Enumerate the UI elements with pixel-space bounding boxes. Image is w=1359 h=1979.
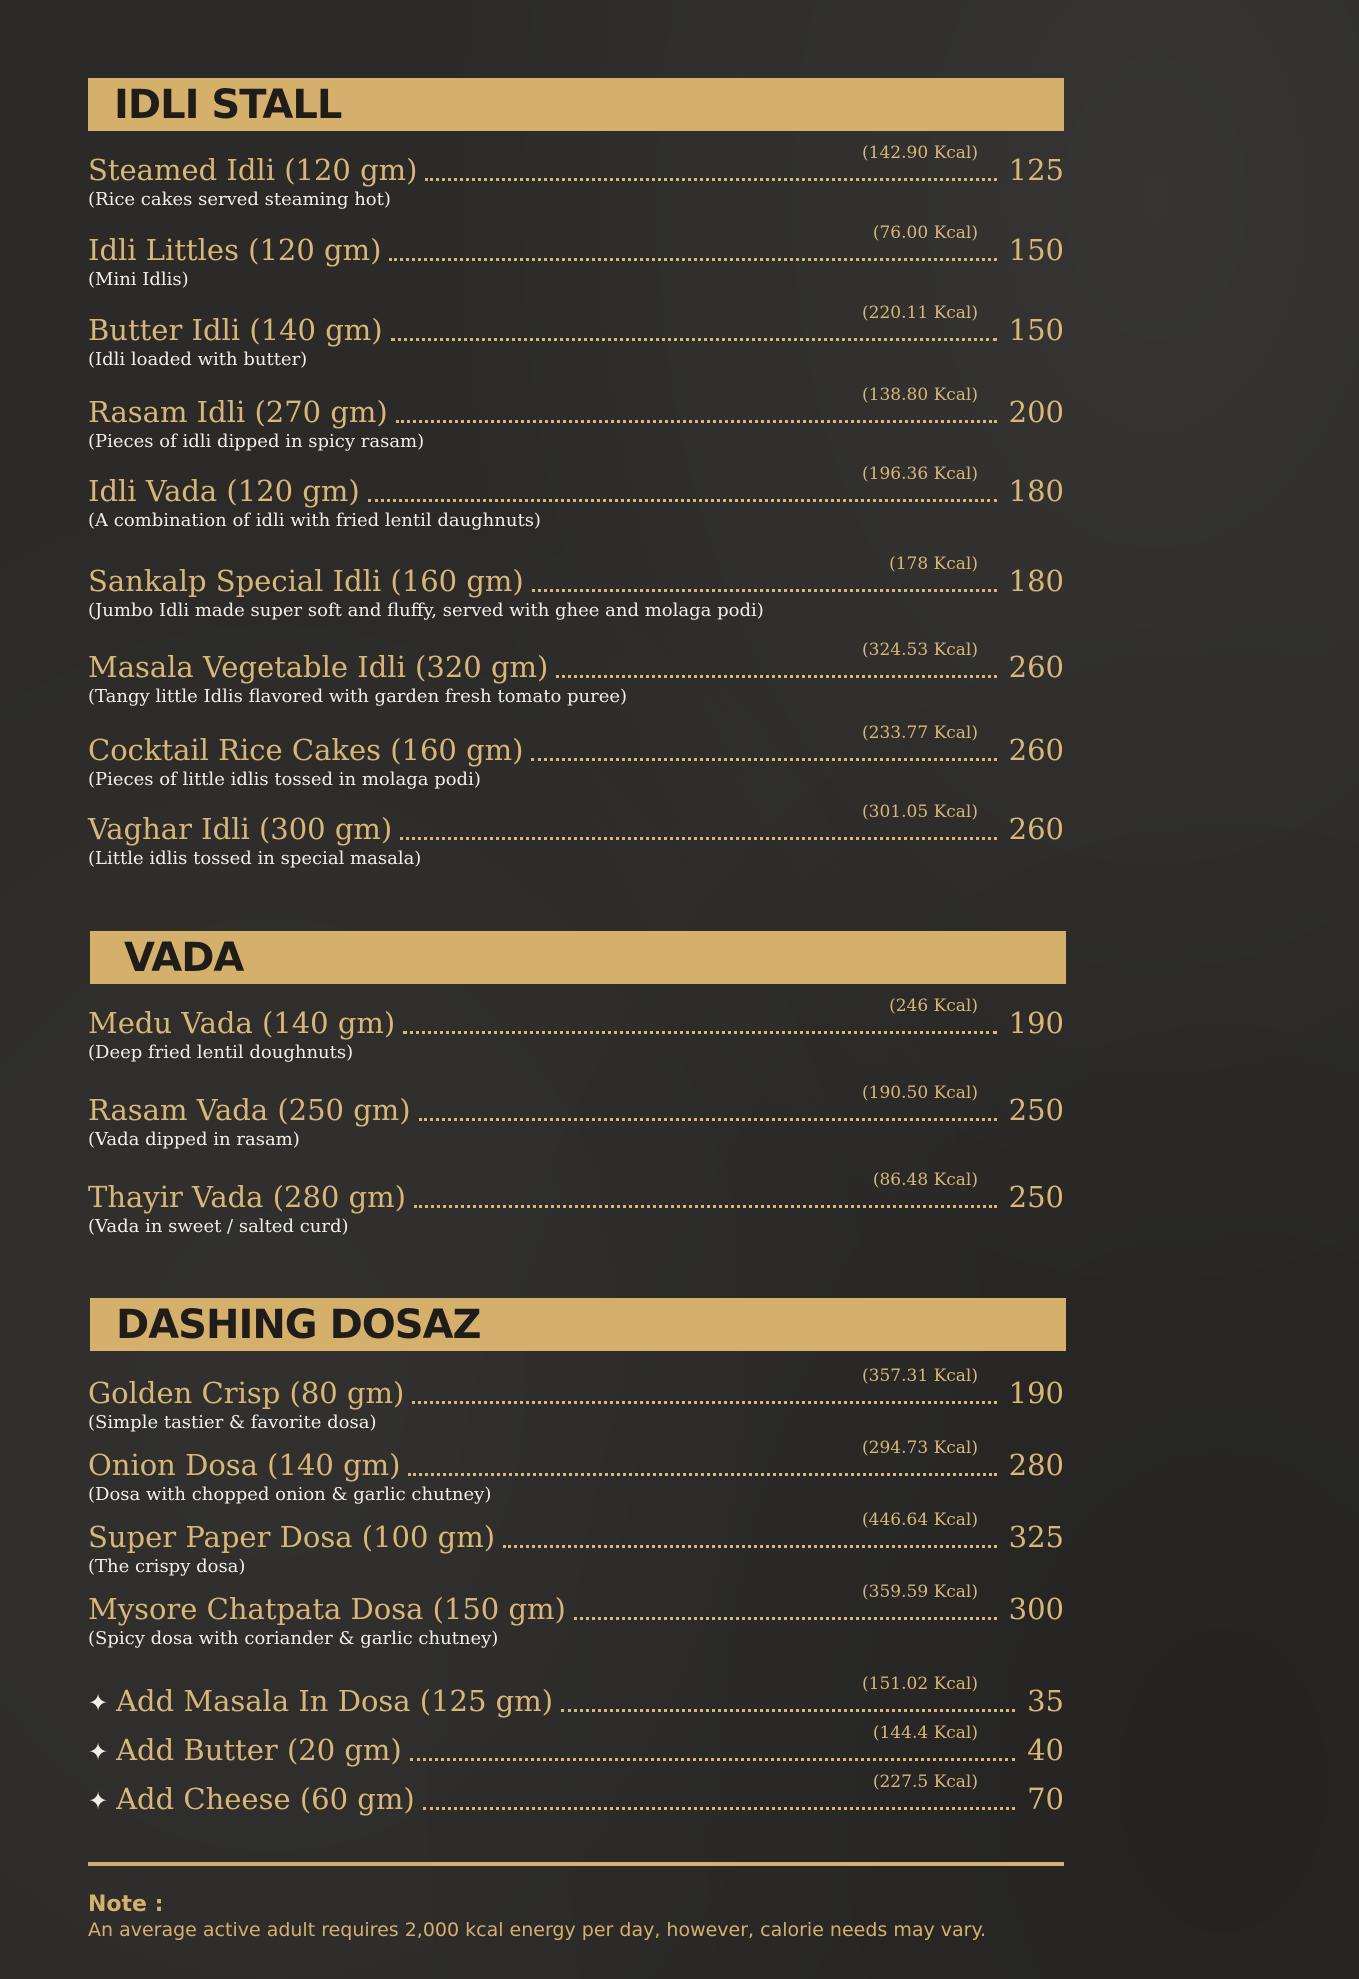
price: 325	[1008, 1520, 1064, 1554]
item-name-text: Add Butter (20 gm)	[116, 1733, 402, 1767]
item-name-text: Rasam Idli (270 gm)	[88, 395, 388, 429]
calorie-label: (196.36 Kcal)	[862, 464, 978, 484]
menu-item	[88, 725, 1064, 790]
calorie-label: (151.02 Kcal)	[862, 1674, 978, 1694]
price: 180	[1008, 564, 1064, 598]
item-name	[88, 1733, 402, 1767]
calorie-label: (446.64 Kcal)	[862, 1510, 978, 1530]
price: 200	[1008, 395, 1064, 429]
dot-leader	[425, 178, 997, 181]
price: 260	[1008, 812, 1064, 846]
dot-leader	[391, 338, 997, 341]
menu-item	[88, 145, 1064, 210]
item-description: (Tangy little Idlis flavored with garden fresh tomato puree)	[88, 686, 628, 707]
item-name	[88, 1448, 400, 1482]
menu-item-row	[88, 387, 1064, 431]
calorie-label: (86.48 Kcal)	[872, 1170, 978, 1190]
item-name	[88, 1592, 566, 1626]
item-name-text: Masala Vegetable Idli (320 gm)	[88, 650, 549, 684]
price: 250	[1008, 1093, 1064, 1127]
item-description: (Pieces of idli dipped in spicy rasam)	[88, 431, 425, 452]
item-name	[88, 1006, 395, 1040]
menu-item	[88, 1368, 1064, 1433]
calorie-label: (233.77 Kcal)	[862, 723, 978, 743]
item-description: (The crispy dosa)	[88, 1556, 246, 1577]
item-name	[88, 395, 388, 429]
calorie-label: (294.73 Kcal)	[862, 1438, 978, 1458]
item-name	[88, 733, 523, 767]
item-name	[88, 1180, 406, 1214]
calorie-label: (220.11 Kcal)	[862, 303, 978, 323]
calorie-label: (178 Kcal)	[889, 554, 978, 574]
menu-item-row	[88, 1368, 1064, 1412]
menu-item	[88, 1172, 1064, 1237]
item-name	[88, 1376, 404, 1410]
item-description: (Idli loaded with butter)	[88, 349, 308, 370]
item-name	[88, 650, 548, 684]
item-description: (Little idlis tossed in special masala)	[88, 848, 422, 869]
sparkle-star-icon: ✦	[88, 1689, 109, 1717]
dot-leader	[423, 1807, 1015, 1810]
item-description: (Dosa with chopped onion & garlic chutney)	[88, 1484, 492, 1505]
menu-item	[88, 305, 1064, 370]
price: 40	[1027, 1733, 1064, 1767]
dot-leader	[408, 1473, 997, 1476]
item-description: (Vada dipped in rasam)	[88, 1129, 300, 1150]
dot-leader	[414, 1205, 997, 1208]
section-header-idli-stall	[88, 78, 1064, 131]
menu-item-row	[88, 1085, 1064, 1129]
menu-item	[88, 998, 1064, 1063]
item-name	[88, 1093, 411, 1127]
dot-leader	[412, 1401, 997, 1404]
item-name	[88, 1782, 415, 1816]
item-name	[88, 1520, 495, 1554]
dot-leader	[561, 1709, 1015, 1712]
item-name-text: Idli Vada (120 gm)	[88, 474, 360, 508]
item-description: (Mini Idlis)	[88, 269, 189, 290]
menu-item-row	[88, 1774, 1064, 1818]
item-description: (Vada in sweet / salted curd)	[88, 1216, 349, 1237]
dot-leader	[532, 589, 997, 592]
note-title: Note :	[88, 1892, 164, 1917]
menu-item	[88, 804, 1064, 869]
dot-leader	[403, 1031, 997, 1034]
addon-item	[88, 1725, 1064, 1769]
menu-item-row	[88, 725, 1064, 769]
item-name	[88, 1684, 553, 1718]
menu-item-row	[88, 1512, 1064, 1556]
menu-item-row	[88, 225, 1064, 269]
menu-item-row	[88, 145, 1064, 189]
dot-leader	[556, 675, 997, 678]
calorie-label: (138.80 Kcal)	[862, 385, 978, 405]
menu-item-row	[88, 1584, 1064, 1628]
item-name-text: Vaghar Idli (300 gm)	[88, 812, 393, 846]
item-name-text: Add Masala In Dosa (125 gm)	[116, 1684, 554, 1718]
price: 125	[1008, 153, 1064, 187]
menu-item	[88, 387, 1064, 452]
item-description: (Jumbo Idli made super soft and fluffy, served with ghee and molaga podi)	[88, 600, 764, 621]
menu-item-row	[88, 1676, 1064, 1720]
menu-item-row	[88, 998, 1064, 1042]
price: 280	[1008, 1448, 1064, 1482]
price: 190	[1008, 1006, 1064, 1040]
item-description: (Simple tastier & favorite dosa)	[88, 1412, 377, 1433]
dot-leader	[396, 420, 997, 423]
sparkle-star-icon: ✦	[88, 1738, 109, 1766]
item-name-text: Butter Idli (140 gm)	[88, 313, 383, 347]
section-title: IDLI STALL	[114, 81, 342, 128]
calorie-label: (246 Kcal)	[889, 996, 978, 1016]
dot-leader	[400, 837, 997, 840]
dot-leader	[531, 758, 997, 761]
item-name-text: Add Cheese (60 gm)	[116, 1782, 415, 1816]
item-name	[88, 474, 360, 508]
menu-item-row	[88, 804, 1064, 848]
section-title: VADA	[124, 934, 244, 981]
menu-item	[88, 1584, 1064, 1649]
menu-item	[88, 1085, 1064, 1150]
item-name	[88, 153, 417, 187]
item-description: (Deep fried lentil doughnuts)	[88, 1042, 354, 1063]
dot-leader	[419, 1118, 997, 1121]
menu-item	[88, 466, 1064, 531]
calorie-label: (144.4 Kcal)	[872, 1723, 978, 1743]
item-name	[88, 564, 524, 598]
menu-item-row	[88, 556, 1064, 600]
item-description: (Spicy dosa with coriander & garlic chutney)	[88, 1628, 499, 1649]
menu-item	[88, 1440, 1064, 1505]
price: 35	[1027, 1684, 1064, 1718]
item-name	[88, 233, 381, 267]
item-name-text: Cocktail Rice Cakes (160 gm)	[88, 733, 524, 767]
item-name-text: Idli Littles (120 gm)	[88, 233, 382, 267]
menu-item-row	[88, 305, 1064, 349]
calorie-label: (359.59 Kcal)	[862, 1582, 978, 1602]
item-description: (Rice cakes served steaming hot)	[88, 189, 391, 210]
item-description: (A combination of idli with fried lentil daughnuts)	[88, 510, 541, 531]
item-name-text: Mysore Chatpata Dosa (150 gm)	[88, 1592, 566, 1626]
calorie-label: (142.90 Kcal)	[862, 143, 978, 163]
price: 150	[1008, 233, 1064, 267]
item-name-text: Rasam Vada (250 gm)	[88, 1093, 411, 1127]
price: 250	[1008, 1180, 1064, 1214]
price: 180	[1008, 474, 1064, 508]
price: 70	[1027, 1782, 1064, 1816]
item-description: (Pieces of little idlis tossed in molaga podi)	[88, 769, 481, 790]
item-name-text: Thayir Vada (280 gm)	[88, 1180, 406, 1214]
section-header-dashing-dosaz	[90, 1298, 1066, 1351]
section-title: DASHING DOSAZ	[116, 1301, 481, 1348]
footer-divider	[88, 1862, 1064, 1866]
item-name-text: Super Paper Dosa (100 gm)	[88, 1520, 496, 1554]
addon-item	[88, 1774, 1064, 1818]
dot-leader	[368, 499, 997, 502]
item-name	[88, 313, 383, 347]
price: 260	[1008, 733, 1064, 767]
calorie-label: (227.5 Kcal)	[872, 1772, 978, 1792]
menu-item-row	[88, 1725, 1064, 1769]
menu-item	[88, 225, 1064, 290]
calorie-label: (76.00 Kcal)	[872, 223, 978, 243]
price: 190	[1008, 1376, 1064, 1410]
menu-item-row	[88, 642, 1064, 686]
item-name-text: Sankalp Special Idli (160 gm)	[88, 564, 524, 598]
addon-item	[88, 1676, 1064, 1720]
menu-item	[88, 556, 1064, 621]
calorie-label: (357.31 Kcal)	[862, 1366, 978, 1386]
item-name	[88, 812, 392, 846]
sparkle-star-icon: ✦	[88, 1787, 109, 1815]
item-name-text: Medu Vada (140 gm)	[88, 1006, 396, 1040]
price: 260	[1008, 650, 1064, 684]
item-name-text: Steamed Idli (120 gm)	[88, 153, 418, 187]
price: 150	[1008, 313, 1064, 347]
item-name-text: Onion Dosa (140 gm)	[88, 1448, 401, 1482]
menu-item	[88, 1512, 1064, 1577]
menu-item	[88, 642, 1064, 707]
menu-item-row	[88, 1440, 1064, 1484]
section-header-vada	[90, 931, 1066, 984]
calorie-label: (190.50 Kcal)	[862, 1083, 978, 1103]
dot-leader	[574, 1617, 997, 1620]
menu-item-row	[88, 1172, 1064, 1216]
menu-item-row	[88, 466, 1064, 510]
calorie-label: (324.53 Kcal)	[862, 640, 978, 660]
calorie-label: (301.05 Kcal)	[862, 802, 978, 822]
dot-leader	[503, 1545, 997, 1548]
dot-leader	[410, 1758, 1015, 1761]
note-text: An average active adult requires 2,000 kcal energy per day, however, calorie needs may vary.	[88, 1919, 987, 1941]
item-name-text: Golden Crisp (80 gm)	[88, 1376, 405, 1410]
dot-leader	[389, 258, 997, 261]
price: 300	[1008, 1592, 1064, 1626]
